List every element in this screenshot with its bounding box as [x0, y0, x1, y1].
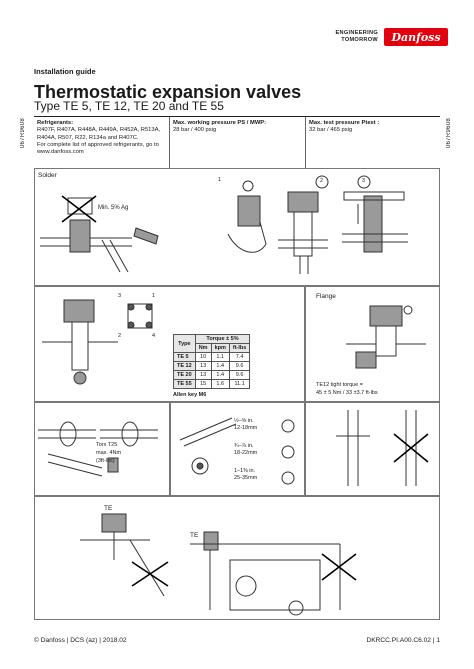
footer-copyright: © Danfoss | DCS (az) | 2018.02 — [34, 637, 127, 644]
size-2-mm: 18-22mm — [234, 450, 258, 456]
mwp-label: Max. working pressure PS / MWP: — [173, 120, 267, 126]
row-nm: 10 — [195, 353, 211, 362]
danfoss-logo: Danfoss — [384, 28, 448, 46]
row-nm: 13 — [195, 362, 211, 371]
refrigerants-text: R407F, R407A, R448A, R449A, R452A, R513A, R404A, R507, R22, R134a and R407C. — [37, 127, 161, 141]
torque-header-torque: Torque ± 5% — [195, 335, 250, 344]
page-title: Thermostatic expansion valves — [34, 82, 302, 102]
footer-doc-ref: DKRCC.PI.A00.C6.02 | 1 — [366, 637, 440, 644]
tagline — [336, 30, 378, 44]
torque-unit-nm: Nm — [195, 344, 211, 353]
table-row — [174, 353, 250, 362]
system-installation-illustration — [40, 500, 436, 618]
step-2-label: 2 — [320, 178, 324, 184]
torque-unit-ftlbs: ft-lbs — [229, 344, 249, 353]
tagline-line-1: ENGINEERING — [335, 30, 378, 36]
doc-type: Installation guide — [34, 67, 96, 76]
row-ftlbs: 9.6 — [229, 371, 249, 380]
row-type: TE 12 — [174, 362, 196, 371]
size-3-inch: 1–1⅜ in. — [234, 468, 256, 474]
valve-body-illustration — [42, 292, 122, 392]
mwp-value: 28 bar / 400 psig — [173, 127, 217, 134]
te-label-1: TE — [104, 505, 113, 512]
document-code-right: 067R9608 — [446, 118, 452, 149]
bolt-label-3: 3 — [118, 293, 122, 299]
torque-table — [173, 334, 250, 389]
row-ftlbs: 7.4 — [229, 353, 249, 362]
solder-label: Solder — [38, 172, 57, 179]
document-code-left: 067R9608 — [20, 118, 26, 149]
torx-line-1: Torx T25 — [96, 442, 118, 448]
mwp-cell — [170, 117, 306, 168]
test-pressure-label: Max. test pressure Ptest : — [309, 120, 380, 126]
refrigerants-note: For complete list of approved refrigerants, go to www.danfoss.com — [37, 141, 159, 156]
row-kpm: 1.6 — [211, 380, 229, 389]
alloy-note: Min. 5% Ag — [98, 205, 129, 211]
torx-line-2: max. 4Nm — [96, 450, 122, 456]
size-2-inch: ¾–⅞ in. — [234, 443, 254, 449]
row-kpm: 1.4 — [211, 371, 229, 380]
allen-key-note: Allen key M6 — [173, 392, 207, 398]
test-pressure-cell — [306, 117, 440, 168]
size-1-mm: 12-18mm — [234, 425, 258, 431]
solder-valve-illustration — [40, 180, 160, 280]
torx-line-3: (3ft-lbs) — [96, 458, 115, 464]
torque-header-type: Type — [174, 335, 196, 353]
row-ftlbs: 11.1 — [229, 380, 249, 389]
te-label-2: TE — [190, 532, 199, 539]
size-3-mm: 25-35mm — [234, 475, 258, 481]
step-3-label: 3 — [362, 178, 366, 184]
row-type: TE 20 — [174, 371, 196, 380]
flange-label: Flange — [316, 293, 336, 300]
specs-table — [34, 116, 440, 168]
step-1-label: 1 — [218, 177, 222, 183]
row-type: TE 5 — [174, 353, 196, 362]
row-kpm: 1.4 — [211, 362, 229, 371]
bolt-label-2: 2 — [118, 333, 122, 339]
tagline-line-2: TOMORROW — [341, 37, 378, 43]
row-nm: 15 — [195, 380, 211, 389]
table-row — [174, 371, 250, 380]
row-kpm: 1.1 — [211, 353, 229, 362]
bolt-label-1: 1 — [152, 293, 156, 299]
row-ftlbs: 9.6 — [229, 362, 249, 371]
flange-torque-line-1: TE12 tight torque = — [316, 382, 363, 388]
row-nm: 13 — [195, 371, 211, 380]
flange-valve-illustration — [340, 300, 430, 376]
vertical-mounting-illustration — [330, 410, 434, 490]
bolt-label-4: 4 — [152, 333, 156, 339]
refrigerants-cell — [34, 117, 170, 168]
page-subtitle: Type TE 5, TE 12, TE 20 and TE 55 — [34, 99, 224, 113]
row-type: TE 55 — [174, 380, 196, 389]
bolt-pattern-diagram — [122, 298, 158, 334]
table-row — [174, 362, 250, 371]
test-pressure-value: 32 bar / 465 psig — [309, 127, 353, 134]
solder-steps-illustration — [208, 174, 438, 284]
table-row — [174, 380, 250, 389]
refrigerants-label: Refrigerants: — [37, 120, 74, 126]
flange-torque-line-2: 45 ± 5 Nm / 33 ±3.7 ft-lbs — [316, 390, 378, 396]
brand-block — [336, 28, 448, 46]
size-1-inch: ½–⅝ in. — [234, 418, 254, 424]
torque-unit-kpm: kpm — [211, 344, 229, 353]
